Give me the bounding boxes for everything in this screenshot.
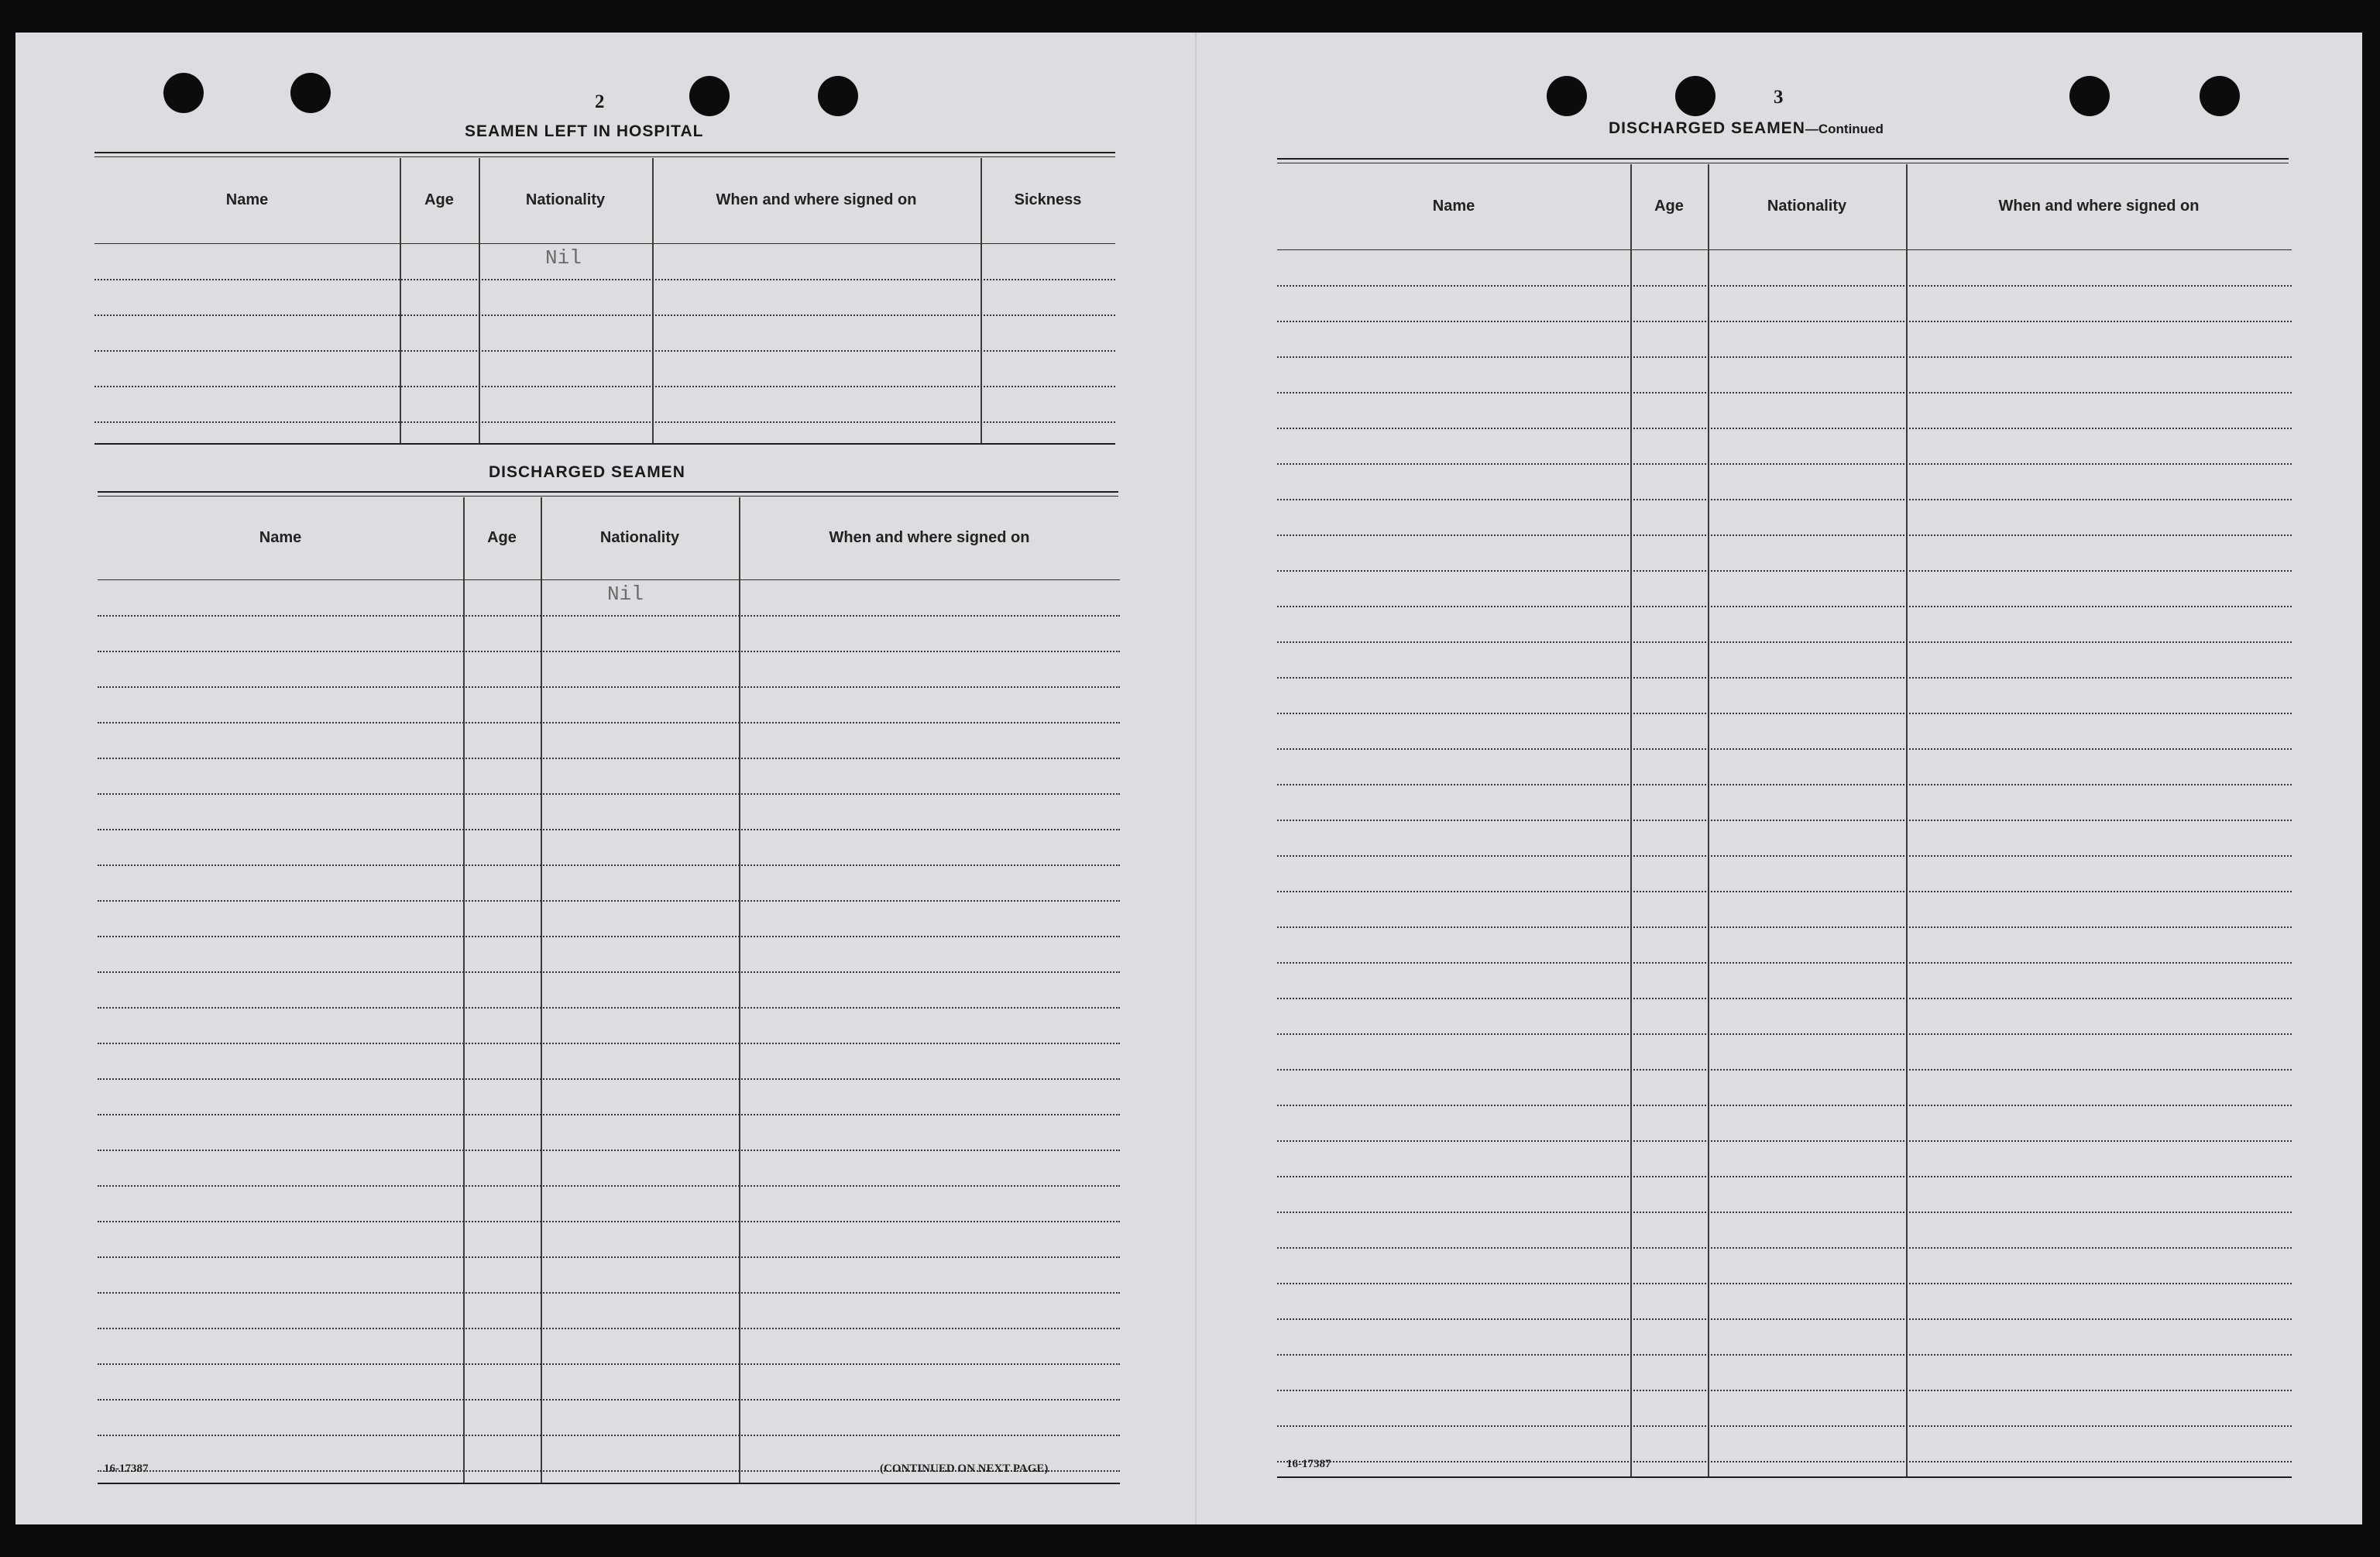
table-row: [1277, 748, 2292, 751]
seamen-left-in-hospital-table: [94, 158, 1115, 445]
column-divider: [652, 158, 654, 443]
discharged-table-title: DISCHARGED SEAMEN: [489, 463, 685, 481]
table-row: [94, 421, 1115, 424]
table-row: [94, 279, 1115, 281]
table-row: [1277, 321, 2292, 323]
column-divider: [981, 158, 982, 443]
table-row: [1277, 926, 2292, 929]
continued-note: (CONTINUED ON NEXT PAGE): [880, 1462, 1049, 1475]
table-row: [98, 1114, 1120, 1116]
table-row: [98, 971, 1120, 974]
rule: [98, 491, 1118, 493]
typed-entry-nil: Nil: [607, 583, 644, 606]
table-row: [94, 350, 1115, 352]
typed-entry-nil: Nil: [545, 246, 582, 270]
table-row: [1277, 463, 2292, 466]
table-row: [1277, 1354, 2292, 1356]
table-row: [98, 722, 1120, 724]
header-rule: [98, 579, 1120, 580]
column-header-nationality: Nationality: [599, 529, 680, 546]
rule: [1277, 158, 2289, 160]
table-row: [1277, 1461, 2292, 1463]
table-row: [98, 758, 1120, 760]
table-row: [1277, 998, 2292, 1000]
column-header-age: Age: [1654, 198, 1684, 215]
table-row: [1277, 1212, 2292, 1214]
table-row: [98, 1363, 1120, 1366]
table-row: [1277, 1176, 2292, 1178]
column-header-age: Age: [424, 191, 454, 208]
table-row: [1277, 392, 2292, 394]
table-row: [1277, 606, 2292, 608]
table-row: [98, 1292, 1120, 1294]
table-row: [94, 314, 1115, 317]
rule: [94, 156, 1115, 157]
column-header-age: Age: [487, 529, 517, 546]
form-number: 16-17387: [104, 1462, 149, 1475]
table-row: [1277, 1140, 2292, 1143]
table-row: [1277, 1033, 2292, 1036]
page-number: 3: [1774, 87, 1784, 108]
table-row: [1277, 1069, 2292, 1071]
title-suffix: —Continued: [1805, 122, 1884, 136]
column-header-when-and-where-signed-on: When and where signed on: [716, 191, 917, 208]
rule: [94, 152, 1115, 153]
continued-table-title: [1609, 119, 1884, 138]
table-row: [1277, 570, 2292, 572]
rule: [98, 496, 1118, 497]
discharged-seamen-continued-table: [1277, 164, 2292, 1483]
column-header-when-and-where-signed-on: When and where signed on: [1998, 198, 2200, 215]
table-row: [1277, 713, 2292, 715]
header-rule: [94, 243, 1115, 244]
column-header-nationality: Nationality: [525, 191, 606, 208]
column-header-name: Name: [225, 191, 269, 208]
left-page: [15, 33, 1195, 1524]
table-row: [1277, 285, 2292, 287]
table-bottom-rule: [1277, 1476, 2292, 1478]
table-row: [98, 900, 1120, 902]
table-row: [94, 386, 1115, 388]
table-row: [98, 686, 1120, 689]
table-row: [98, 1221, 1120, 1223]
table-row: [1277, 356, 2292, 359]
table-row: [1277, 1425, 2292, 1428]
table-row: [1277, 891, 2292, 893]
table-row: [1277, 499, 2292, 501]
table-row: [98, 615, 1120, 617]
table-row: [98, 829, 1120, 831]
table-row: [98, 1256, 1120, 1259]
table-row: [1277, 784, 2292, 786]
column-header-name: Name: [1432, 198, 1475, 215]
table-row: [1277, 962, 2292, 964]
table-bottom-rule: [94, 443, 1115, 445]
table-row: [1277, 820, 2292, 822]
column-divider: [541, 497, 542, 1483]
table-row: [1277, 428, 2292, 430]
table-row: [1277, 677, 2292, 679]
discharged-seamen-table: [98, 497, 1120, 1497]
table-row: [1277, 1247, 2292, 1249]
table-row: [1277, 1283, 2292, 1285]
table-row: [98, 651, 1120, 653]
table-row: [98, 1043, 1120, 1045]
hospital-table-title: SEAMEN LEFT IN HOSPITAL: [465, 122, 704, 140]
column-header-sickness: Sickness: [1014, 191, 1082, 208]
header-rule: [1277, 249, 2292, 250]
table-row: [98, 1185, 1120, 1188]
title-main: DISCHARGED SEAMEN: [1609, 119, 1805, 137]
table-row: [1277, 1105, 2292, 1107]
table-row: [98, 1078, 1120, 1081]
column-divider: [739, 497, 740, 1483]
column-divider: [463, 497, 465, 1483]
table-row: [1277, 855, 2292, 858]
table-row: [1277, 641, 2292, 644]
column-divider: [479, 158, 480, 443]
table-row: [98, 864, 1120, 867]
column-header-name: Name: [259, 529, 302, 546]
table-row: [98, 1150, 1120, 1152]
table-row: [98, 936, 1120, 938]
page-number: 2: [595, 91, 605, 112]
table-row: [98, 1435, 1120, 1437]
table-row: [1277, 1390, 2292, 1392]
column-divider: [400, 158, 401, 443]
table-row: [98, 1007, 1120, 1009]
column-header-when-and-where-signed-on: When and where signed on: [829, 529, 1030, 546]
table-row: [98, 793, 1120, 796]
table-bottom-rule: [98, 1483, 1120, 1484]
form-number: 16-17387: [1286, 1458, 1331, 1470]
right-page: [1197, 33, 2362, 1524]
table-row: [1277, 534, 2292, 537]
table-row: [98, 1399, 1120, 1401]
table-row: [98, 1328, 1120, 1330]
column-header-nationality: Nationality: [1767, 198, 1847, 215]
table-row: [1277, 1318, 2292, 1321]
document-sheet: [15, 33, 2362, 1524]
